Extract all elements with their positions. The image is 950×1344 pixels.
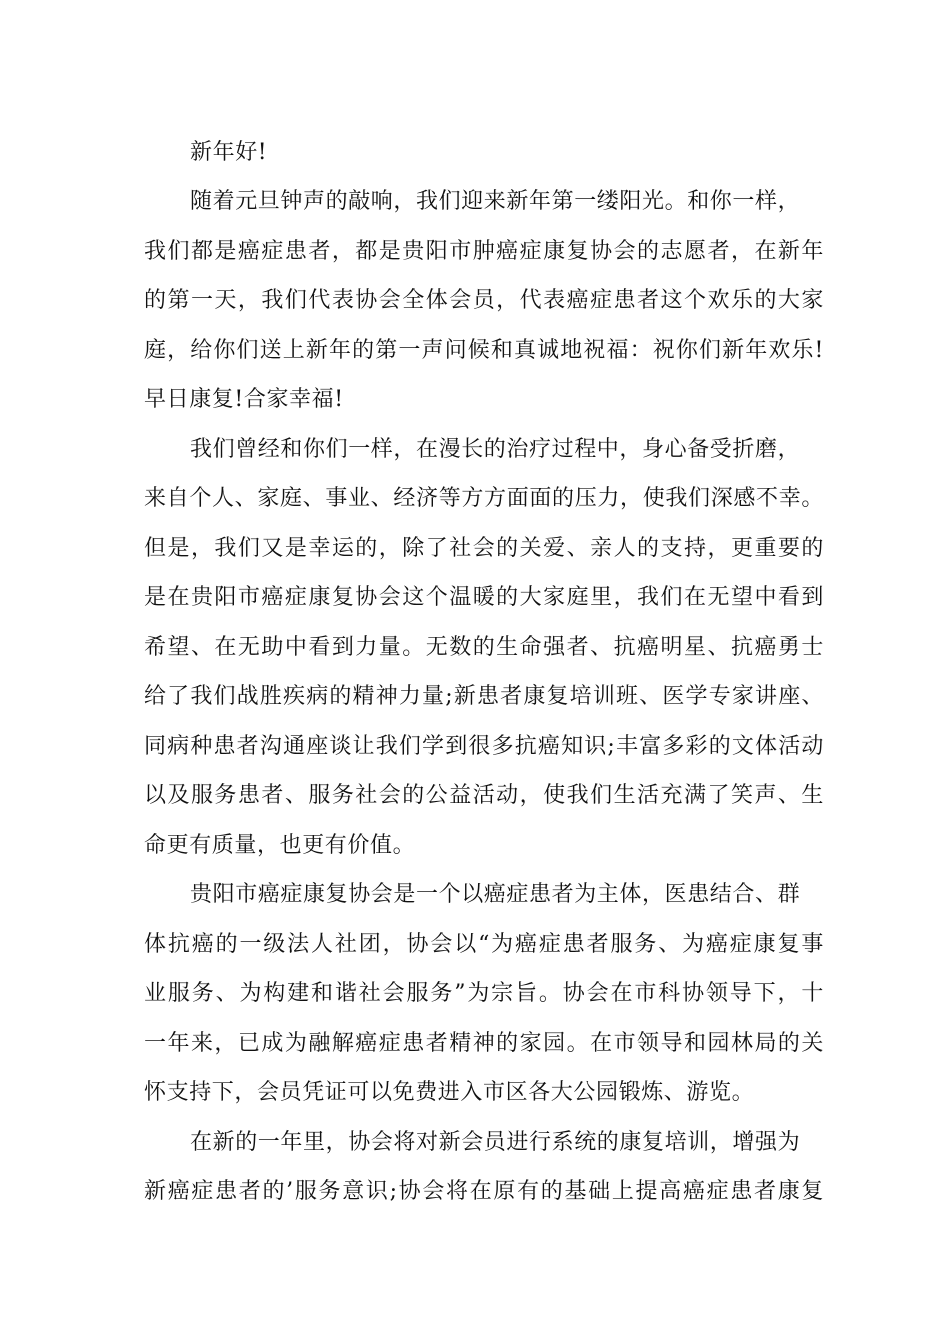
paragraph-1-line-4: 庭，给你们送上新年的第一声问候和真诚地祝福：祝你们新年欢乐! <box>144 338 824 363</box>
paragraph-2-line-3: 但是，我们又是幸运的，除了社会的关爱、亲人的支持，更重要的 <box>144 536 824 561</box>
paragraph-2-line-5: 希望、在无助中看到力量。无数的生命强者、抗癌明星、抗癌勇士 <box>144 635 824 660</box>
paragraph-1-line-1: 随着元旦钟声的敲响，我们迎来新年第一缕阳光。和你一样， <box>190 189 801 214</box>
paragraph-2-line-4: 是在贵阳市癌症康复协会这个温暖的大家庭里，我们在无望中看到 <box>144 585 824 610</box>
paragraph-1-line-3: 的第一天，我们代表协会全体会员，代表癌症患者这个欢乐的大家 <box>144 288 824 313</box>
paragraph-3-line-1: 贵阳市癌症康复协会是一个以癌症患者为主体，医患结合、群 <box>190 882 801 907</box>
paragraph-2-line-2: 来自个人、家庭、事业、经济等方方面面的压力，使我们深感不幸。 <box>144 486 824 511</box>
paragraph-1-line-5: 早日康复!合家幸福! <box>144 387 344 412</box>
paragraph-3-line-4: 一年来，已成为融解癌症患者精神的家园。在市领导和园林局的关 <box>144 1031 824 1056</box>
paragraph-4-line-1: 在新的一年里，协会将对新会员进行系统的康复培训，增强为 <box>190 1130 801 1155</box>
paragraph-3-line-3: 业服务、为构建和谐社会服务”为宗旨。协会在市科协领导下，十 <box>144 981 824 1006</box>
paragraph-2-line-7: 同病种患者沟通座谈让我们学到很多抗癌知识;丰富多彩的文体活动 <box>144 734 824 759</box>
paragraph-2-line-1: 我们曾经和你们一样，在漫长的治疗过程中，身心备受折磨， <box>190 437 801 462</box>
paragraph-4-line-2: 新癌症患者的’服务意识;协会将在原有的基础上提高癌症患者康复 <box>144 1179 824 1204</box>
paragraph-2-line-8: 以及服务患者、服务社会的公益活动，使我们生活充满了笑声、生 <box>144 783 824 808</box>
greeting-line: 新年好! <box>190 140 268 165</box>
paragraph-2-line-6: 给了我们战胜疾病的精神力量;新患者康复培训班、医学专家讲座、 <box>144 684 824 709</box>
paragraph-3-line-2: 体抗癌的一级法人社团，协会以“为癌症患者服务、为癌症康复事 <box>144 932 824 957</box>
paragraph-1-line-2: 我们都是癌症患者，都是贵阳市肿癌症康复协会的志愿者，在新年 <box>144 239 824 264</box>
paragraph-2-line-9: 命更有质量，也更有价值。 <box>144 833 416 858</box>
paragraph-3-line-5: 怀支持下，会员凭证可以免费进入市区各大公园锻炼、游览。 <box>144 1080 755 1105</box>
